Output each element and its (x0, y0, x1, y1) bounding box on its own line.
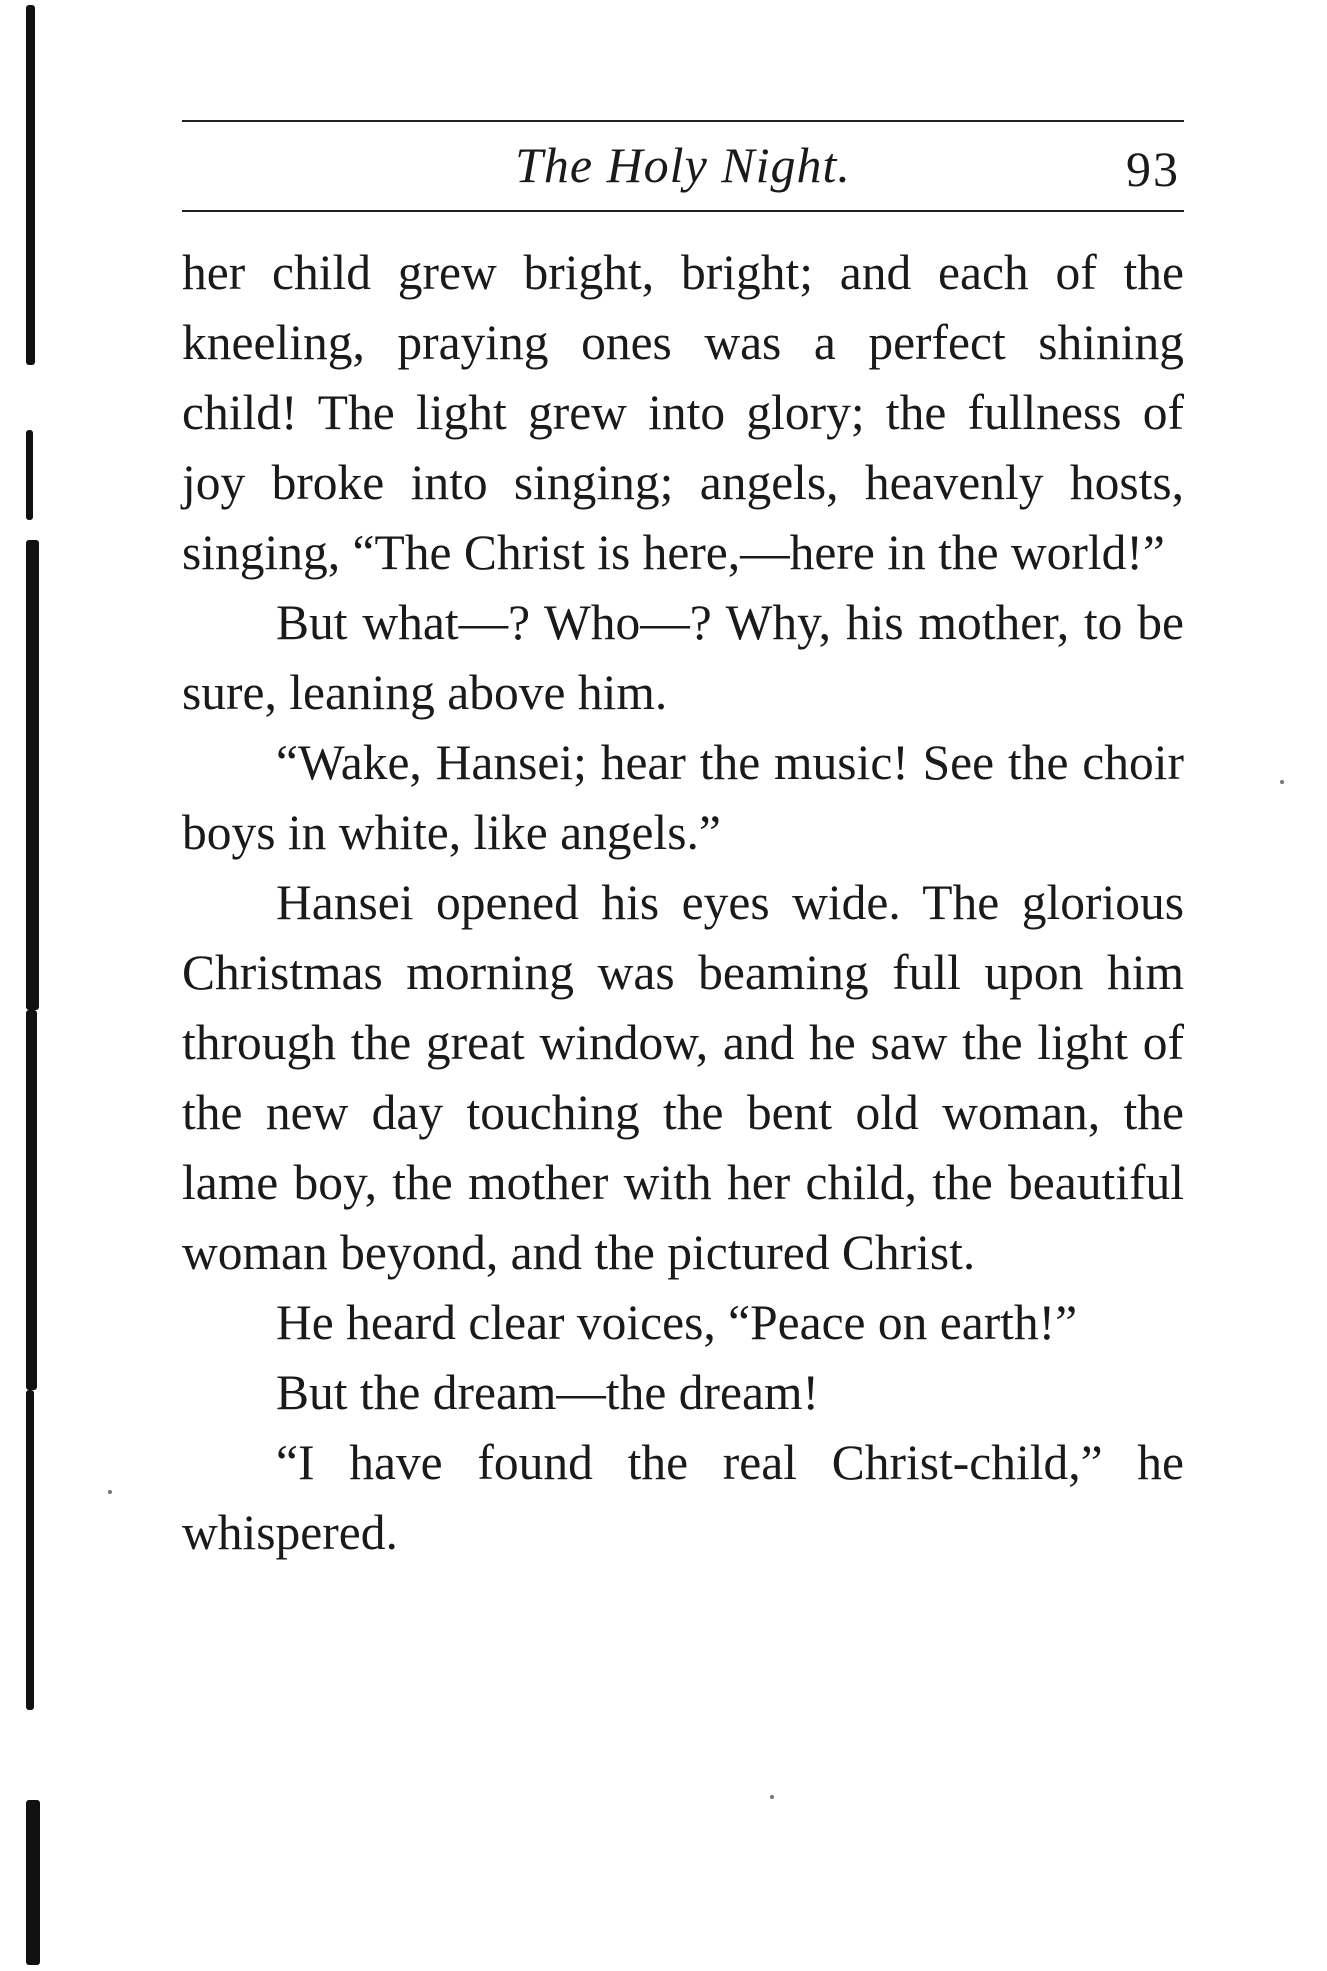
running-header (182, 122, 1184, 210)
paper-speck (770, 1795, 774, 1799)
paragraph: “I have found the real Christ-child,” he whispered. (182, 1435, 1184, 1560)
paper-speck (1280, 780, 1284, 784)
paragraph: “Wake, Hansei; hear the music! See the choir boys in white, like angels.” (182, 735, 1184, 860)
paragraph: He heard clear voices, “Peace on earth!” (276, 1295, 1078, 1350)
paragraph: But what—? Who—? Why, his mother, to be sure, leaning above him. (182, 595, 1184, 720)
book-spine-shadow (22, 0, 44, 1971)
book-page (182, 120, 1184, 1568)
paragraph: her child grew bright, bright; and each of the kneeling, praying ones was a perfect shining child! The light grew into glory; the fullness of joy broke into singing; angels, heavenly hosts, singing, “The Christ is here,—here in the world!” (182, 245, 1184, 580)
page-number: 93 (1126, 141, 1180, 197)
running-title: The Holy Night. (515, 137, 851, 193)
paragraph: But the dream—the dream! (276, 1365, 819, 1420)
header-bottom-rule (182, 210, 1184, 212)
body-text (182, 238, 1184, 1568)
paragraph: Hansei opened his eyes wide. The glorious Christmas morning was beaming full upon him through the great window, and he saw the light of the new day touching the bent old woman, the lame boy, the mother with her child, the beautiful woman beyond, and the pictured Christ. (182, 875, 1184, 1280)
paper-speck (108, 1490, 112, 1494)
